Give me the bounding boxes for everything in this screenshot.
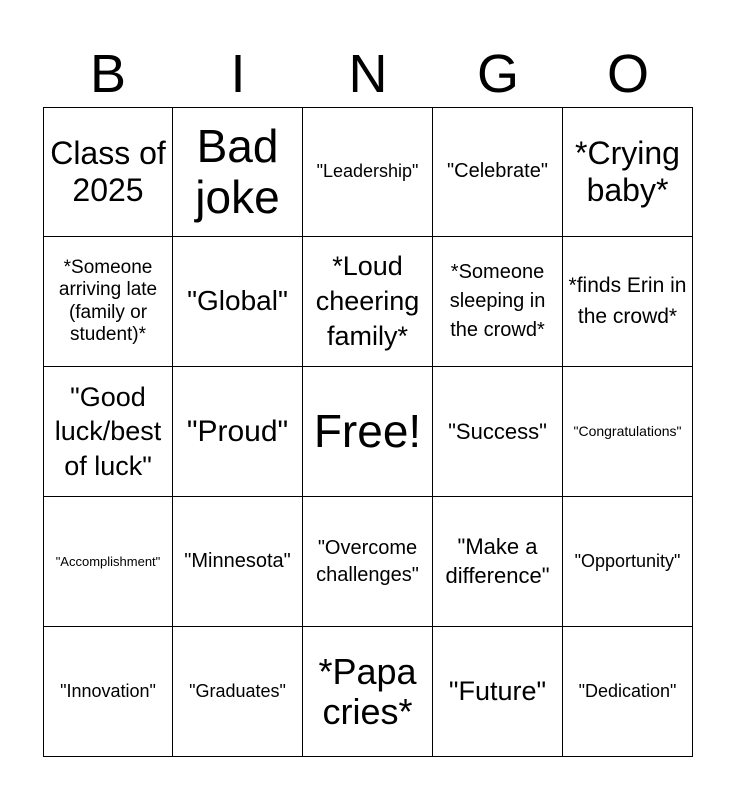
bingo-cell[interactable]: "Good luck/best of luck": [43, 367, 173, 497]
bingo-card-grid: [43, 107, 693, 757]
bingo-cell[interactable]: *finds Erin in the crowd*: [563, 237, 693, 367]
bingo-cell[interactable]: "Minnesota": [173, 497, 303, 627]
bingo-cell[interactable]: "Innovation": [43, 627, 173, 757]
header-letter-n: N: [348, 44, 388, 104]
bingo-cell[interactable]: "Proud": [173, 367, 303, 497]
bingo-cell[interactable]: "Congratulations": [563, 367, 693, 497]
bingo-header: [43, 42, 693, 106]
bingo-cell[interactable]: "Success": [433, 367, 563, 497]
bingo-cell[interactable]: *Crying baby*: [563, 107, 693, 237]
bingo-cell[interactable]: *Someone arriving late (family or student)*: [43, 237, 173, 367]
bingo-cell[interactable]: "Make a difference": [433, 497, 563, 627]
bingo-cell[interactable]: "Celebrate": [433, 107, 563, 237]
bingo-cell[interactable]: "Graduates": [173, 627, 303, 757]
header-letter-b: B: [89, 44, 127, 104]
bingo-cell[interactable]: Bad joke: [173, 107, 303, 237]
header-letter-o: O: [606, 44, 649, 104]
bingo-cell[interactable]: *Someone sleeping in the crowd*: [433, 237, 563, 367]
bingo-cell[interactable]: "Leadership": [303, 107, 433, 237]
bingo-cell[interactable]: "Future": [433, 627, 563, 757]
bingo-cell[interactable]: "Opportunity": [563, 497, 693, 627]
header-letter-g: G: [476, 44, 519, 104]
bingo-cell[interactable]: *Papa cries*: [303, 627, 433, 757]
bingo-cell[interactable]: "Overcome challenges": [303, 497, 433, 627]
bingo-cell[interactable]: "Accomplishment": [43, 497, 173, 627]
bingo-cell[interactable]: "Global": [173, 237, 303, 367]
bingo-cell[interactable]: Class of 2025: [43, 107, 173, 237]
bingo-cell[interactable]: *Loud cheering family*: [303, 237, 433, 367]
header-letter-i: I: [230, 44, 246, 104]
bingo-cell[interactable]: "Dedication": [563, 627, 693, 757]
bingo-cell[interactable]: Free!: [303, 367, 433, 497]
